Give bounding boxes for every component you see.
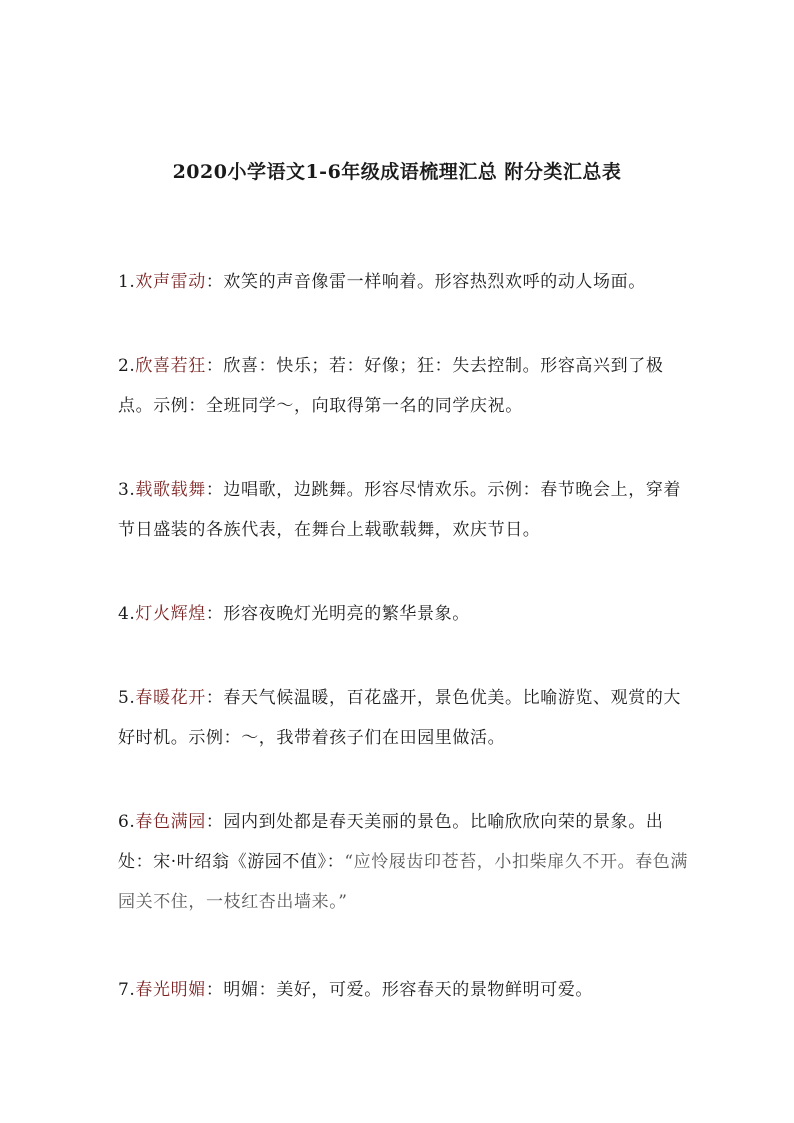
poem-quote: “应怜屐齿印苍苔，小扣柴扉久不开。春色满园关不住，一枝红杏出墙来。”	[118, 852, 689, 912]
entry-number: 7.	[118, 980, 136, 1000]
entry-number: 5.	[118, 688, 136, 708]
document-title: 2020小学语文1-6年级成语梳理汇总 附分类汇总表	[172, 161, 622, 183]
idiom-entry-2	[118, 346, 693, 426]
entry-number: 3.	[118, 480, 136, 500]
idiom-entry-6	[118, 802, 693, 922]
idiom-term: 欢声雷动	[135, 272, 206, 292]
idiom-definition: ：边唱歌，边跳舞。形容尽情欢乐。示例：春节晚会上，穿着节日盛装的各族代表，在舞台上载歌载舞，欢庆节日。	[118, 480, 682, 540]
idiom-definition: ：形容夜晚灯光明亮的繁华景象。	[205, 604, 470, 624]
idiom-term: 春色满园	[135, 812, 206, 832]
idiom-term: 载歌载舞	[135, 480, 206, 500]
idiom-term: 欣喜若狂	[135, 356, 206, 376]
idiom-definition: ：欣喜：快乐；若：好像；狂：失去控制。形容高兴到了极点。示例：全班同学～，向取得第一名的同学庆祝。	[118, 356, 664, 416]
idiom-definition: ：园内到处都是春天美丽的景色。比喻欣欣向荣的景象。出处：宋·叶绍翁《游园不值》：	[118, 812, 664, 872]
entry-number: 2.	[118, 356, 136, 376]
entry-number: 6.	[118, 812, 136, 832]
idiom-term: 春暖花开	[135, 688, 206, 708]
idiom-term: 灯火辉煌	[135, 604, 206, 624]
idiom-entry-4	[118, 594, 693, 634]
idiom-entry-7	[118, 970, 693, 1010]
idiom-entry-3	[118, 470, 693, 550]
entry-number: 4.	[118, 604, 136, 624]
idiom-definition: ：明媚：美好，可爱。形容春天的景物鲜明可爱。	[205, 980, 594, 1000]
idiom-term: 春光明媚	[135, 980, 206, 1000]
idiom-definition: ：春天气候温暖，百花盛开，景色优美。比喻游览、观赏的大好时机。示例：～，我带着孩子们在田园里做活。	[118, 688, 682, 748]
idiom-entry-5	[118, 678, 693, 758]
idiom-entry-1	[118, 262, 693, 302]
entry-number: 1.	[118, 272, 136, 292]
idiom-definition: ：欢笑的声音像雷一样响着。形容热烈欢呼的动人场面。	[205, 272, 646, 292]
